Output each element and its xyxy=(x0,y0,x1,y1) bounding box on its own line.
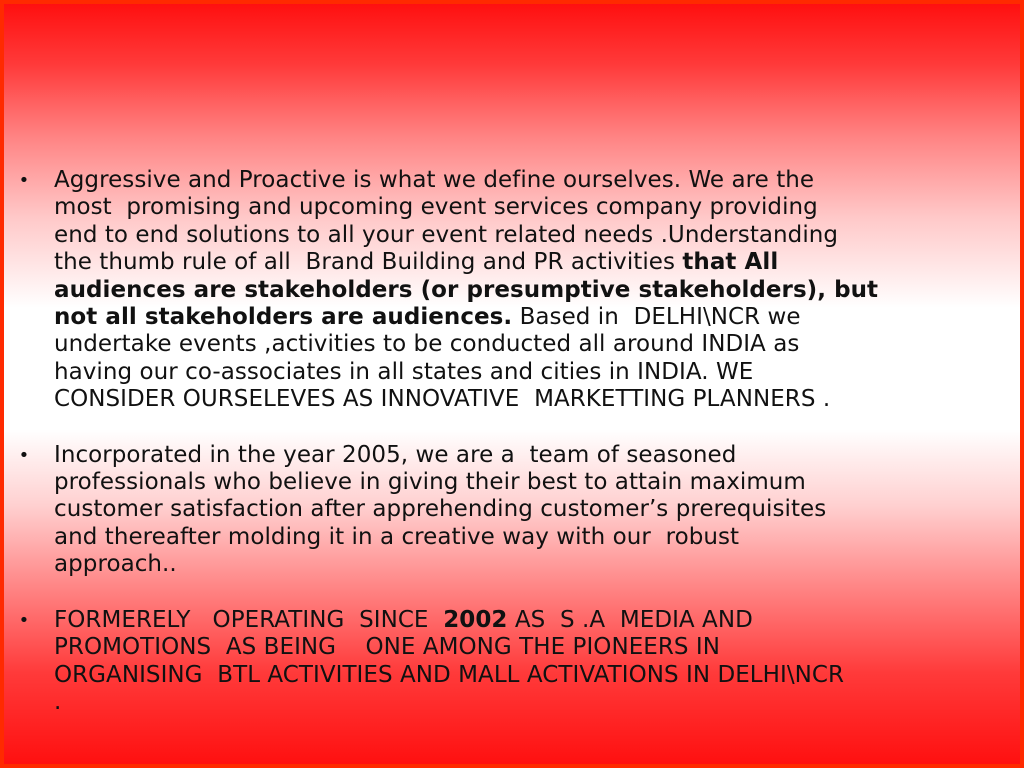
text-line xyxy=(54,359,1008,386)
body-text: . xyxy=(54,688,62,715)
bold-text: 2002 xyxy=(443,606,508,633)
text-line xyxy=(54,524,1008,551)
text-line xyxy=(54,662,1008,689)
body-text: AS S .A MEDIA AND xyxy=(507,606,753,633)
bullet-paragraph-1 xyxy=(18,167,1008,414)
text-line xyxy=(54,331,1008,358)
text-line xyxy=(54,496,1008,523)
body-text: Incorporated in the year 2005, we are a team of seasoned xyxy=(54,441,737,468)
text-line xyxy=(54,551,1008,578)
body-text: approach.. xyxy=(54,551,177,578)
text-line xyxy=(54,689,1008,716)
text-line xyxy=(54,469,1008,496)
body-text: having our co-associates in all states and cities in INDIA. WE xyxy=(54,358,754,385)
bullet-paragraph-2 xyxy=(18,442,1008,579)
body-text: professionals who believe in giving their best to attain maximum xyxy=(54,469,806,496)
body-text: most promising and upcoming event services company providing xyxy=(54,194,818,221)
body-text: end to end solutions to all your event related needs .Understanding xyxy=(54,221,839,248)
bullet-dot: • xyxy=(18,609,30,631)
text-line xyxy=(54,607,1008,634)
text-line xyxy=(54,386,1008,413)
text-line xyxy=(54,442,1008,469)
bold-text: that All xyxy=(682,249,779,276)
body-text: and thereafter molding it in a creative way with our robust xyxy=(54,523,740,550)
body-text: Based in DELHI\NCR we xyxy=(512,304,801,331)
body-text: the thumb rule of all Brand Building and PR activities xyxy=(54,249,683,276)
text-line xyxy=(54,277,1008,304)
text-line xyxy=(54,304,1008,331)
text-line xyxy=(54,194,1008,221)
body-text: PROMOTIONS AS BEING ONE AMONG THE PIONEERS IN xyxy=(54,634,720,661)
bullet-paragraph-3 xyxy=(18,607,1008,717)
bullet-list xyxy=(18,167,1008,744)
bold-text: not all stakeholders are audiences. xyxy=(54,304,513,331)
body-text: undertake events ,activities to be conducted all around INDIA as xyxy=(54,331,800,358)
bullet-dot: • xyxy=(18,170,30,191)
body-text: Aggressive and Proactive is what we define ourselves. We are the xyxy=(54,167,815,193)
body-text: customer satisfaction after apprehending customer’s prerequisites xyxy=(54,496,827,523)
bullet-dot: • xyxy=(18,444,30,466)
text-line xyxy=(54,249,1008,276)
body-text: ORGANISING BTL ACTIVITIES AND MALL ACTIVATIONS IN DELHI\NCR xyxy=(54,661,845,688)
body-text: CONSIDER OURSELEVES AS INNOVATIVE MARKETTING PLANNERS . xyxy=(54,386,831,413)
body-text: FORMERELY OPERATING SINCE xyxy=(54,606,444,633)
bold-text: audiences are stakeholders (or presumptive stakeholders), but xyxy=(54,276,879,303)
text-line xyxy=(54,167,1008,194)
text-line xyxy=(54,634,1008,661)
text-line xyxy=(54,222,1008,249)
